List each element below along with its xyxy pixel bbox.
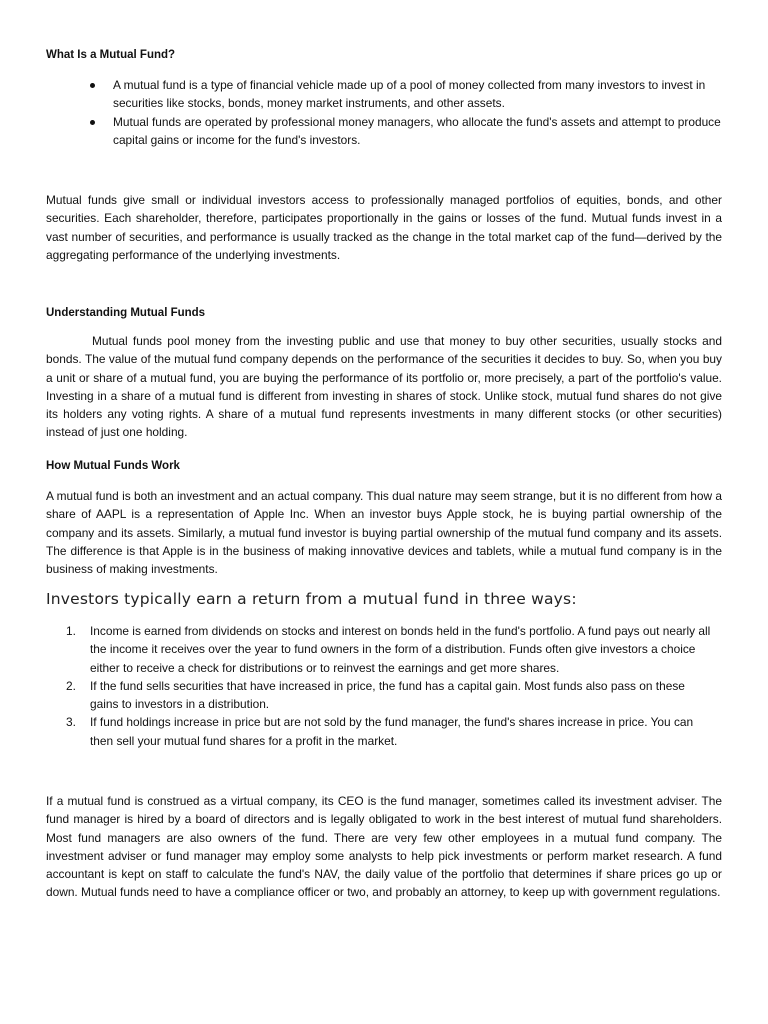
- subheading-three-ways: Investors typically earn a return from a mutual fund in three ways:: [46, 590, 577, 608]
- paragraph-understanding: Mutual funds pool money from the investing public and use that money to buy other securities, usually stocks and bonds. The value of the mutual fund company depends on the performance of the securities it decides to buy. So, when you buy a unit or share of a mutual fund, you are buying the performance of its portfolio or, more precisely, a part of the portfolio's value. Investing in a share of a mutual fund is different from investing in shares of stock. Unlike stock, mutual fund shares do not give its holders any voting rights. A share of a mutual fund represents investments in many different stocks (or other securities) instead of just one holding.: [46, 334, 722, 440]
- list-item: [46, 713, 716, 750]
- numbered-list-ways: [46, 622, 716, 750]
- heading-understanding-mutual-funds: Understanding Mutual Funds: [46, 307, 206, 319]
- bullet-text: A mutual fund is a type of financial vehicle made up of a pool of money collected from many investors to invest in securities like stocks, bonds, money market instruments, and other assets.: [113, 78, 706, 111]
- bullet-dot-icon: [90, 120, 95, 125]
- bullet-text: Mutual funds are operated by professional money managers, who allocate the fund's assets and attempt to produce capital gains or income for the fund's investors.: [113, 114, 721, 147]
- list-item: [46, 677, 716, 714]
- bullet-item: [46, 76, 722, 113]
- heading-what-is-mutual-fund: What Is a Mutual Fund?: [46, 49, 176, 61]
- bullet-dot-icon: [90, 83, 95, 88]
- list-item: [46, 622, 716, 677]
- paragraph-how-it-works: A mutual fund is both an investment and an actual company. This dual nature may seem strange, but it is no different from how a share of AAPL is a representation of Apple Inc. When an investor buys Apple stock, he is buying partial ownership of the company and its assets. Similarly, a mutual fund investor is buying partial ownership of the mutual fund company and its assets. The difference is that Apple is in the business of making innovative devices and tablets, while a mutual fund company is in the business of making investments.: [46, 489, 722, 577]
- bullet-item: [46, 113, 722, 150]
- bullet-list: [46, 76, 722, 149]
- list-item-text: If the fund sells securities that have increased in price, the fund has a capital gain. Most funds also pass on these gains to investors in a distribution.: [90, 678, 685, 712]
- heading-how-mutual-funds-work: How Mutual Funds Work: [46, 460, 180, 472]
- paragraph-overview: Mutual funds give small or individual investors access to professionally managed portfolios of equities, bonds, and other securities. Each shareholder, therefore, participates proportionally in the gains or losses of the fund. Mutual funds invest in a vast number of securities, and performance is usually tracked as the change in the total market cap of the fund—derived by the aggregating performance of the underlying investments.: [46, 193, 722, 262]
- list-item-text: If fund holdings increase in price but are not sold by the fund manager, the fund's shares increase in price. You can then sell your mutual fund shares for a profit in the market.: [90, 715, 694, 748]
- list-item-text: Income is earned from dividends on stocks and interest on bonds held in the fund's portfolio. A fund pays out nearly all the income it receives over the year to fund owners in the form of a distribution. Funds often give investors a choice either to receive a check for distributions or to reinvest the earnings and get more shares.: [90, 624, 711, 675]
- paragraph-fund-manager: If a mutual fund is construed as a virtual company, its CEO is the fund manager, sometimes called its investment adviser. The fund manager is hired by a board of directors and is legally obligated to work in the best interest of mutual fund shareholders. Most fund managers are also owners of the fund. There are very few other employees in a mutual fund company. The investment adviser or fund manager may employ some analysts to help pick investments or perform market research. A fund accountant is kept on staff to calculate the fund's NAV, the daily value of the portfolio that determines if share prices go up or down. Mutual funds need to have a compliance officer or two, and probably an attorney, to keep up with government regulations.: [46, 794, 722, 900]
- list-item-number: 1.: [66, 624, 76, 638]
- list-item-number: 2.: [66, 678, 76, 693]
- list-item-number: 3.: [66, 715, 76, 730]
